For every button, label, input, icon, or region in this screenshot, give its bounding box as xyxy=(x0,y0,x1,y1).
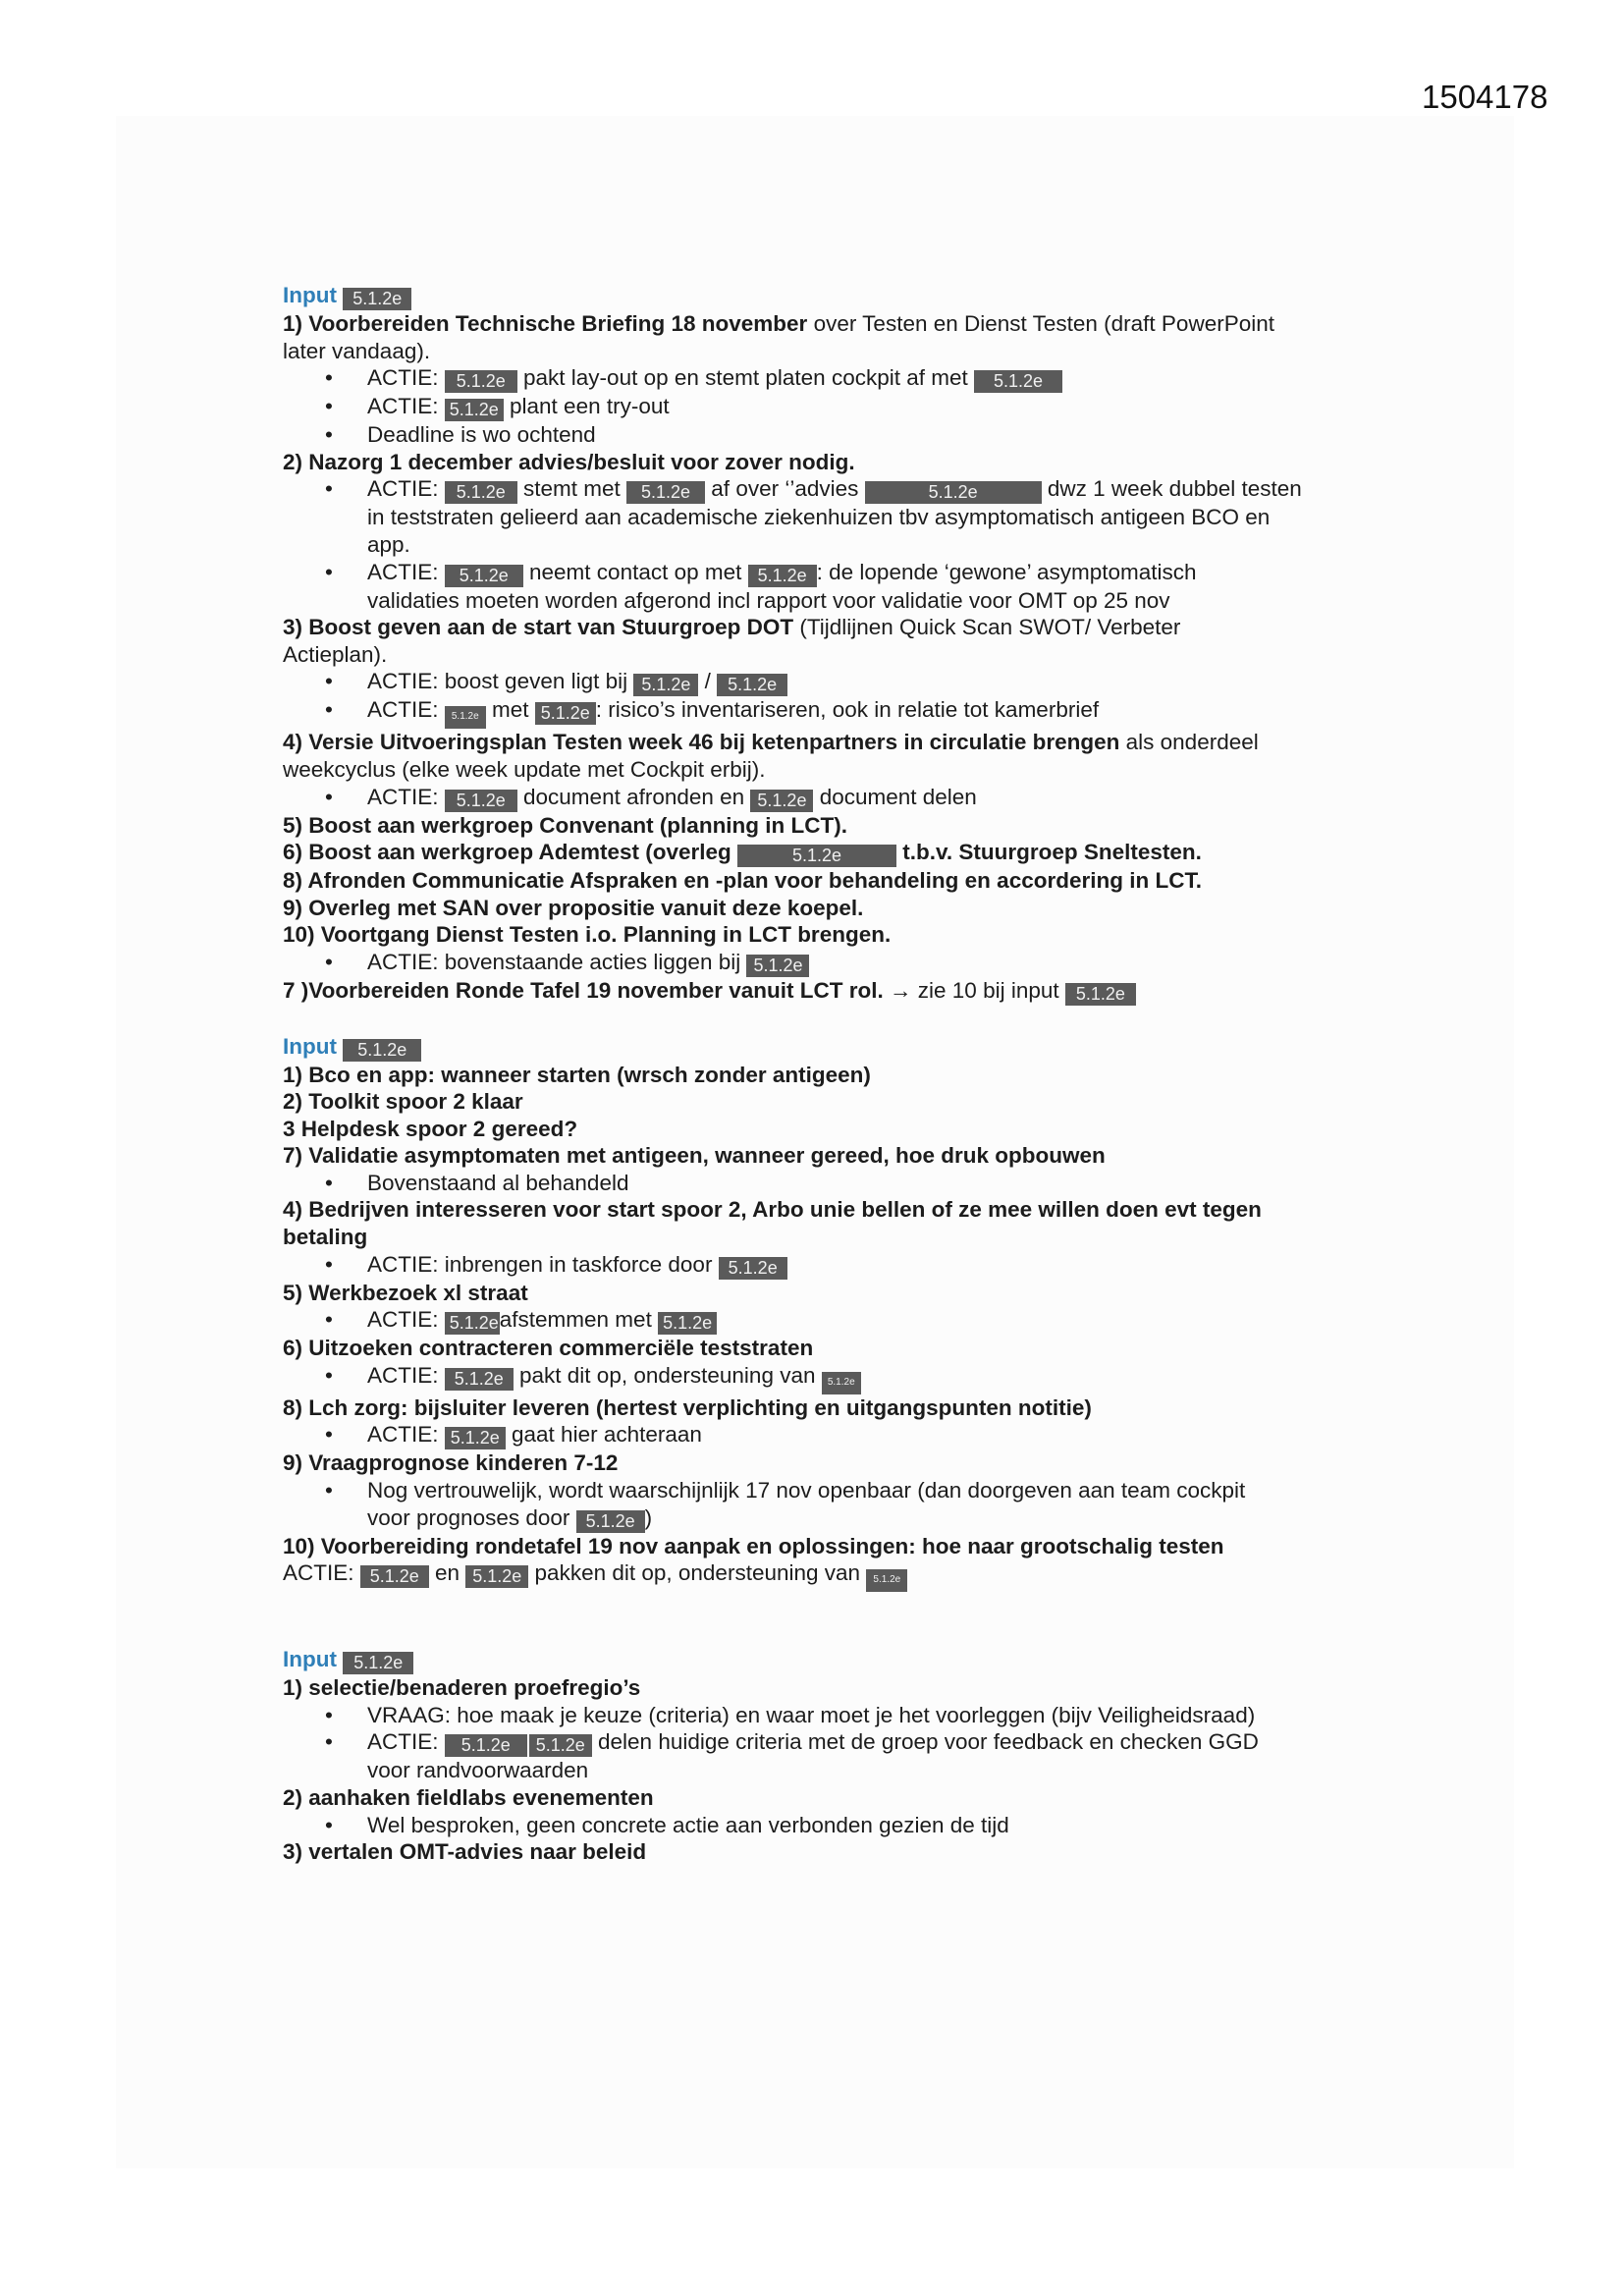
redaction-box: 5.1.2e xyxy=(633,674,698,696)
agenda-item: 3) Boost geven aan de start van Stuurgroep DOT xyxy=(283,615,794,640)
redaction-box: 5.1.2e xyxy=(465,1565,528,1588)
redaction-box: 5.1.2e xyxy=(576,1510,645,1533)
agenda-item: 7 )Voorbereiden Ronde Tafel 19 november vanuit LCT rol. xyxy=(283,977,884,1003)
bullet-item: • VRAAG: hoe maak je keuze (criteria) en waar moet je het voorleggen (bijv Veiligheidsraad) xyxy=(283,1702,1373,1729)
bullet-item: • ACTIE: 5.1.2e document afronden en 5.1.2e document delen xyxy=(283,784,1373,812)
bullet-item: • ACTIE: 5.1.2e 5.1.2e delen huidige criteria met de groep voor feedback en checken GGD xyxy=(283,1728,1373,1757)
section-heading: Input 5.1.2e xyxy=(283,1033,1373,1062)
redaction-box: 5.1.2e xyxy=(343,1039,421,1062)
agenda-item: 1) selectie/benaderen proefregio’s xyxy=(283,1675,641,1701)
redaction-box: 5.1.2e xyxy=(360,1565,429,1588)
redaction-box: 5.1.2e xyxy=(445,1427,506,1449)
bullet-item: • Nog vertrouwelijk, wordt waarschijnlijk 17 nov openbaar (dan doorgeven aan team cockpit xyxy=(283,1477,1373,1504)
bullet-item: • ACTIE: 5.1.2e neemt contact op met 5.1.2e : de lopende ‘gewone’ asymptomatisch xyxy=(283,559,1373,587)
redaction-box: 5.1.2e xyxy=(445,1368,514,1391)
bullet-item: • ACTIE: 5.1.2eafstemmen met 5.1.2e xyxy=(283,1306,1373,1335)
redaction-box: 5.1.2e xyxy=(822,1372,861,1394)
redaction-box: 5.1.2e xyxy=(626,481,705,504)
agenda-item: 1) Voorbereiden Technische Briefing 18 november xyxy=(283,311,808,336)
redaction-box: 5.1.2e xyxy=(865,481,1042,504)
redaction-box: 5.1.2e xyxy=(750,790,813,812)
document-content: Input 5.1.2e 1) Voorbereiden Technische Briefing 18 november over Testen en Dienst Testen (draft PowerPoint later vandaag). • ACTIE: 5.1.2e pakt lay-out op en stemt platen cockpit af met 5.1.2e • ACTIE: 5.1.2e plant een try-out • Deadline is wo ochtend 2) Nazorg 1 december advies/besluit voor zover nodig. • ACTIE: 5.1.2e stemt met 5.1.2e af over ‘’advies 5.1.2e dwz 1 week dubbel testen in teststraten gelieerd aan academische ziekenhuizen tbv asymptomatisch antigeen BCO en app. • ACTIE: 5.1.2e neemt contact op met 5.1.2e : de lopende ‘gewone’ asymptomatisch validaties moeten worden afgerond incl rapport voor validatie voor OMT op 25 nov 3) Boost geven aan de start van Stuurgroep DOT (Tijdlijnen Quick Scan SWOT/ Verbeter Actieplan). • ACTIE: boost geven ligt bij 5.1.2e / 5.1.2e • ACTIE: 5.1.2e met 5.1.2e : risico’s inventariseren, ook in relatie tot kamerbrief 4) Versie Uitvoeringsplan Testen week 46 bij ketenpartners in circulatie brengen als onderdeel weekcyclus (elke week update met Cockpit erbij). • ACTIE: 5.1.2e document afronden en 5.1.2e document delen 5) Boost aan werkgroep Convenant (planning in LCT). 6) Boost aan werkgroep Ademtest (overleg 5.1.2e t.b.v. Stuurgroep Sneltesten. 8) Afronden Communicatie Afspraken en -plan voor behandeling en accordering in LCT. 9) Overleg met SAN over propositie vanuit deze koepel. 10) Voortgang Dienst Testen i.o. Planning in LCT brengen. • ACTIE: bovenstaande acties liggen bij 5.1.2e 7 )Voorbereiden Ronde Tafel 19 november vanuit LCT rol. → zie 10 bij input 5.1.2e Input 5.1.2e 1) Bco en app: wanneer starten (wrsch zonder antigeen) 2) Toolkit spoor 2 klaar 3 Helpdesk spoor 2 gereed? 7) Validatie asymptomaten met antigeen, wanneer gereed, hoe druk opbouwen • Bovenstaand al behandeld 4) Bedrijven interesseren voor start spoor 2, Arbo unie bellen of ze mee willen doen evt tegen betaling • ACTIE: inbrengen in taskforce door 5.1.2e 5) Werkbezoek xl straat • ACTIE: 5.1.2eafstemmen met 5.1.2e 6) Uitzoeken contracteren commerciële teststraten • ACTIE: 5.1.2e pakt dit op, ondersteuning van 5.1.2e 8) Lch zorg: bijsluiter leveren (hertest verplichting en uitgangspunten notitie) • ACTIE: 5.1.2e gaat hier achteraan 9) Vraagprognose kinderen 7-12 • Nog vertrouwelijk, wordt waarschijnlijk 17 nov openbaar (dan doorgeven aan team cockpit voor prognoses door 5.1.2e ) 10) Voorbereiding rondetafel 19 nov aanpak en oplossingen: hoe naar grootschalig testen ACTIE: 5.1.2e en 5.1.2e pakken dit op, ondersteuning van 5.1.2e Input 5.1.2e 1) selectie/benaderen proefregio’s • VRAAG: hoe maak je keuze (criteria) en waar moet je het voorleggen (bijv Veiligheidsraad) • ACTIE: 5.1.2e 5.1.2e delen huidige criteria met de groep voor feedback en checken GGD voor randvoorwaarden 2) aanhaken fieldlabs evenementen • Wel besproken, geen concrete actie aan verbonden gezien de tijd 3) vertalen OMT-advies naar beleid xyxy=(283,282,1373,1866)
redaction-box: 5.1.2e xyxy=(1065,983,1136,1006)
agenda-item: 9) Overleg met SAN over propositie vanuit deze koepel. xyxy=(283,895,864,920)
redaction-box: 5.1.2e xyxy=(748,565,817,587)
agenda-item: 10) Voorbereiding rondetafel 19 nov aanpak en oplossingen: hoe naar grootschalig testen xyxy=(283,1533,1224,1558)
redaction-box: 5.1.2e xyxy=(445,370,517,393)
bullet-item: • ACTIE: 5.1.2e stemt met 5.1.2e af over ‘’advies 5.1.2e dwz 1 week dubbel testen xyxy=(283,475,1373,504)
agenda-item: 2) Toolkit spoor 2 klaar xyxy=(283,1089,523,1115)
bullet-item: • Deadline is wo ochtend xyxy=(283,421,1373,449)
redaction-box: 5.1.2e xyxy=(445,706,486,729)
bullet-item: • ACTIE: 5.1.2e pakt lay-out op en stemt platen cockpit af met 5.1.2e xyxy=(283,364,1373,393)
agenda-item: 3 Helpdesk spoor 2 gereed? xyxy=(283,1116,578,1141)
redaction-box: 5.1.2e xyxy=(974,370,1062,393)
redaction-box: 5.1.2e xyxy=(866,1569,907,1592)
agenda-item: 6) Uitzoeken contracteren commerciële teststraten xyxy=(283,1336,814,1361)
agenda-item: 1) Bco en app: wanneer starten (wrsch zonder antigeen) xyxy=(283,1062,871,1087)
redaction-box: 5.1.2e xyxy=(529,1734,592,1757)
agenda-item: 10) Voortgang Dienst Testen i.o. Planning in LCT brengen. xyxy=(283,922,892,948)
redaction-box: 5.1.2e xyxy=(445,399,504,421)
bullet-item: • ACTIE: 5.1.2e met 5.1.2e : risico’s inventariseren, ook in relatie tot kamerbrief xyxy=(283,696,1373,729)
bullet-item: • ACTIE: inbrengen in taskforce door 5.1.2e xyxy=(283,1251,1373,1280)
agenda-item: 6) Boost aan werkgroep Ademtest (overleg xyxy=(283,840,738,865)
redaction-box: 5.1.2e xyxy=(445,481,517,504)
agenda-item: 4) Versie Uitvoeringsplan Testen week 46 bij ketenpartners in circulatie brengen xyxy=(283,730,1120,755)
redaction-box: 5.1.2e xyxy=(737,845,896,867)
redaction-box: 5.1.2e xyxy=(719,1257,787,1280)
text-line: later vandaag). xyxy=(283,338,431,363)
section-heading: Input 5.1.2e xyxy=(283,1646,1373,1674)
bullet-item: • Wel besproken, geen concrete actie aan verbonden gezien de tijd xyxy=(283,1812,1373,1839)
agenda-item: 3) vertalen OMT-advies naar beleid xyxy=(283,1839,647,1865)
redaction-box: 5.1.2e xyxy=(445,1312,500,1335)
redaction-box: 5.1.2e xyxy=(445,565,523,587)
agenda-item: 2) Nazorg 1 december advies/besluit voor zover nodig. xyxy=(283,449,855,474)
bullet-item: • ACTIE: 5.1.2e pakt dit op, ondersteuning van 5.1.2e xyxy=(283,1362,1373,1394)
redaction-box: 5.1.2e xyxy=(445,1734,527,1757)
redaction-box: 5.1.2e xyxy=(343,1652,413,1674)
agenda-item: 5) Werkbezoek xl straat xyxy=(283,1280,528,1305)
redaction-box: 5.1.2e xyxy=(746,955,809,977)
section-heading: Input 5.1.2e xyxy=(283,282,1373,310)
redaction-box: 5.1.2e xyxy=(658,1312,717,1335)
agenda-item: 4) Bedrijven interesseren voor start spoor 2, Arbo unie bellen of ze mee willen doen evt tegen xyxy=(283,1197,1262,1223)
bullet-item: • ACTIE: boost geven ligt bij 5.1.2e / 5.1.2e xyxy=(283,668,1373,696)
redaction-box: 5.1.2e xyxy=(717,674,787,696)
agenda-item: 2) aanhaken fieldlabs evenementen xyxy=(283,1785,654,1810)
agenda-item: 8) Afronden Communicatie Afspraken en -plan voor behandeling en accordering in LCT. xyxy=(283,868,1202,894)
document-number: 1504178 xyxy=(1422,79,1548,115)
bullet-item: • ACTIE: 5.1.2e plant een try-out xyxy=(283,393,1373,421)
agenda-item: 9) Vraagprognose kinderen 7-12 xyxy=(283,1450,619,1476)
bullet-item: • Bovenstaand al behandeld xyxy=(283,1170,1373,1197)
agenda-item: 8) Lch zorg: bijsluiter leveren (hertest verplichting en uitgangspunten notitie) xyxy=(283,1394,1092,1420)
bullet-item: • ACTIE: 5.1.2e gaat hier achteraan xyxy=(283,1421,1373,1449)
redaction-box: 5.1.2e xyxy=(445,790,517,812)
agenda-item: 5) Boost aan werkgroep Convenant (planning in LCT). xyxy=(283,812,848,838)
redaction-box: 5.1.2e xyxy=(343,288,411,310)
bullet-item: • ACTIE: bovenstaande acties liggen bij 5.1.2e xyxy=(283,949,1373,977)
agenda-item: 7) Validatie asymptomaten met antigeen, wanneer gereed, hoe druk opbouwen xyxy=(283,1143,1106,1169)
redaction-box: 5.1.2e xyxy=(535,702,596,725)
